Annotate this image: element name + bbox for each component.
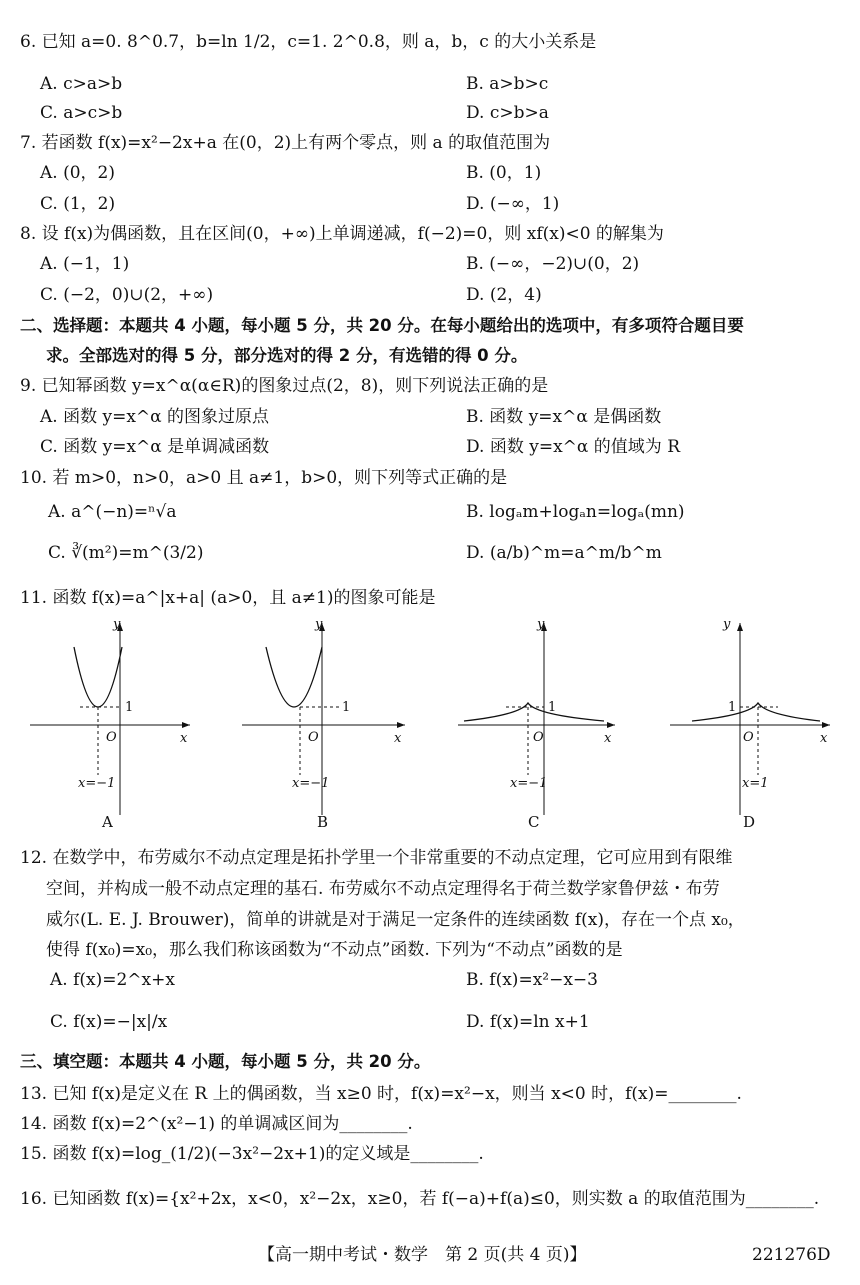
q7-stem: 7. 若函数 f(x)=x²−2x+a 在(0，2)上有两个零点，则 a 的取值范围为 — [20, 133, 551, 153]
q8-option-b: B. (−∞，−2)∪(0，2) — [466, 254, 640, 274]
graph-d-y-arrow — [737, 623, 743, 631]
graph-a-x-arrow — [182, 722, 190, 728]
graph-c-one: 1 — [548, 700, 557, 715]
q12-stem-line-2: 空间，并构成一般不动点定理的基石. 布劳威尔不动点定理得名于荷兰数学家鲁伊兹・布劳 — [46, 879, 720, 899]
q6-option-d: D. c>b>a — [466, 103, 549, 123]
q12-option-b: B. f(x)=x²−x−3 — [466, 970, 598, 990]
graph-d-origin: O — [743, 730, 754, 745]
section-2-heading-cont: 求。全部选对的得 5 分，部分选对的得 2 分，有选错的得 0 分。 — [46, 346, 528, 365]
graph-c — [458, 617, 615, 830]
q8-option-a: A. (−1，1) — [40, 254, 130, 274]
q11-stem: 11. 函数 f(x)=a^|x+a| (a>0，且 a≠1)的图象可能是 — [20, 588, 436, 608]
q8-stem: 8. 设 f(x)为偶函数，且在区间(0，+∞)上单调递减，f(−2)=0，则 xf(x)<0 的解集为 — [20, 224, 664, 244]
graph-b-xline-label: x=−1 — [292, 776, 330, 791]
q6-stem: 6. 已知 a=0. 8^0.7，b=ln 1/2，c=1. 2^0.8，则 a，b，c 的大小关系是 — [20, 32, 597, 52]
graph-c-label: C — [528, 813, 540, 830]
graph-b-one: 1 — [342, 700, 351, 715]
graph-c-y-label: y — [537, 617, 545, 632]
graph-a-one: 1 — [125, 700, 134, 715]
q10-option-d: D. (a/b)^m=a^m/b^m — [466, 543, 662, 563]
graph-b-origin: O — [308, 730, 319, 745]
graph-a-y-label: y — [113, 617, 121, 632]
graph-c-curve — [464, 703, 604, 721]
q13: 13. 已知 f(x)是定义在 R 上的偶函数，当 x≥0 时，f(x)=x²−x，则当 x<0 时，f(x)=________. — [20, 1084, 742, 1104]
graph-a-curve — [74, 647, 122, 707]
graph-c-xline-label: x=−1 — [510, 776, 548, 791]
q8-option-d: D. (2，4) — [466, 285, 542, 305]
q10-option-a: A. a^(−n)=ⁿ√a — [48, 502, 177, 522]
q8-option-c: C. (−2，0)∪(2，+∞) — [40, 285, 214, 305]
q7-option-c: C. (1，2) — [40, 194, 116, 214]
q9-option-c: C. 函数 y=x^α 是单调减函数 — [40, 437, 270, 457]
graph-b-y-label: y — [315, 617, 323, 632]
graph-c-x-label: x — [604, 731, 612, 746]
q12-option-c: C. f(x)=−|x|/x — [50, 1012, 168, 1032]
footer-code: 221276D — [752, 1245, 831, 1265]
q10-stem: 10. 若 m>0，n>0，a>0 且 a≠1，b>0，则下列等式正确的是 — [20, 468, 508, 488]
graph-d-curve — [692, 703, 820, 721]
graph-b-x-arrow — [397, 722, 405, 728]
q16: 16. 已知函数 f(x)={x²+2x，x<0，x²−2x，x≥0，若 f(−a)+f(a)≤0，则实数 a 的取值范围为________. — [20, 1189, 820, 1209]
graph-d-x-arrow — [822, 722, 830, 728]
graph-d-x-label: x — [820, 731, 828, 746]
section-3-heading: 三、填空题：本题共 4 小题，每小题 5 分，共 20 分。 — [20, 1052, 431, 1071]
q12-stem-line-3: 威尔(L. E. J. Brouwer)，简单的讲就是对于满足一定条件的连续函数 f(x)，存在一个点 x₀， — [46, 910, 745, 930]
q14: 14. 函数 f(x)=2^(x²−1) 的单调减区间为________. — [20, 1114, 413, 1134]
q9-option-b: B. 函数 y=x^α 是偶函数 — [466, 407, 662, 427]
graph-a-x-label: x — [180, 731, 188, 746]
graph-a-label: A — [102, 813, 113, 830]
q7-option-d: D. (−∞，1) — [466, 194, 560, 214]
q12-option-d: D. f(x)=ln x+1 — [466, 1012, 590, 1032]
q6-option-b: B. a>b>c — [466, 74, 549, 94]
q9-option-a: A. 函数 y=x^α 的图象过原点 — [40, 407, 270, 427]
q10-option-b: B. logₐm+logₐn=logₐ(mn) — [466, 502, 685, 522]
graph-a-xline-label: x=−1 — [78, 776, 116, 791]
graph-c-x-arrow — [607, 722, 615, 728]
q12-stem-line-4: 使得 f(x₀)=x₀，那么我们称该函数为“不动点”函数. 下列为“不动点”函数的是 — [46, 940, 623, 960]
q7-option-b: B. (0，1) — [466, 163, 542, 183]
q10-option-c: C. ∛(m²)=m^(3/2) — [48, 543, 204, 563]
q12-option-a: A. f(x)=2^x+x — [50, 970, 175, 990]
q6-option-a: A. c>a>b — [40, 74, 123, 94]
graph-d-y-label: y — [723, 617, 731, 632]
graph-b-curve — [266, 647, 322, 707]
graph-d — [670, 617, 830, 830]
graph-a-origin: O — [106, 730, 117, 745]
graph-b — [242, 617, 405, 830]
graph-b-label: B — [317, 813, 329, 830]
q15: 15. 函数 f(x)=log_(1/2)(−3x²−2x+1)的定义域是________. — [20, 1144, 484, 1164]
q6-option-c: C. a>c>b — [40, 103, 123, 123]
q9-stem: 9. 已知幂函数 y=x^α(α∈R)的图象过点(2，8)，则下列说法正确的是 — [20, 376, 549, 396]
footer-title: 【高一期中考试・数学 第 2 页(共 4 页)】 — [258, 1245, 587, 1265]
graph-a — [30, 617, 190, 830]
section-2-heading: 二、选择题：本题共 4 小题，每小题 5 分，共 20 分。在每小题给出的选项中，有多项符合题目要 — [20, 316, 744, 335]
graph-b-x-label: x — [394, 731, 402, 746]
graph-d-label: D — [743, 813, 756, 830]
graph-d-one: 1 — [728, 700, 737, 715]
q12-stem-line-1: 12. 在数学中，布劳威尔不动点定理是拓扑学里一个非常重要的不动点定理，它可应用到有限维 — [20, 848, 733, 868]
graph-c-origin: O — [533, 730, 544, 745]
graph-d-xline-label: x=1 — [742, 776, 769, 791]
q9-option-d: D. 函数 y=x^α 的值域为 R — [466, 437, 681, 457]
q7-option-a: A. (0，2) — [40, 163, 115, 183]
q11-graphs — [30, 615, 835, 830]
